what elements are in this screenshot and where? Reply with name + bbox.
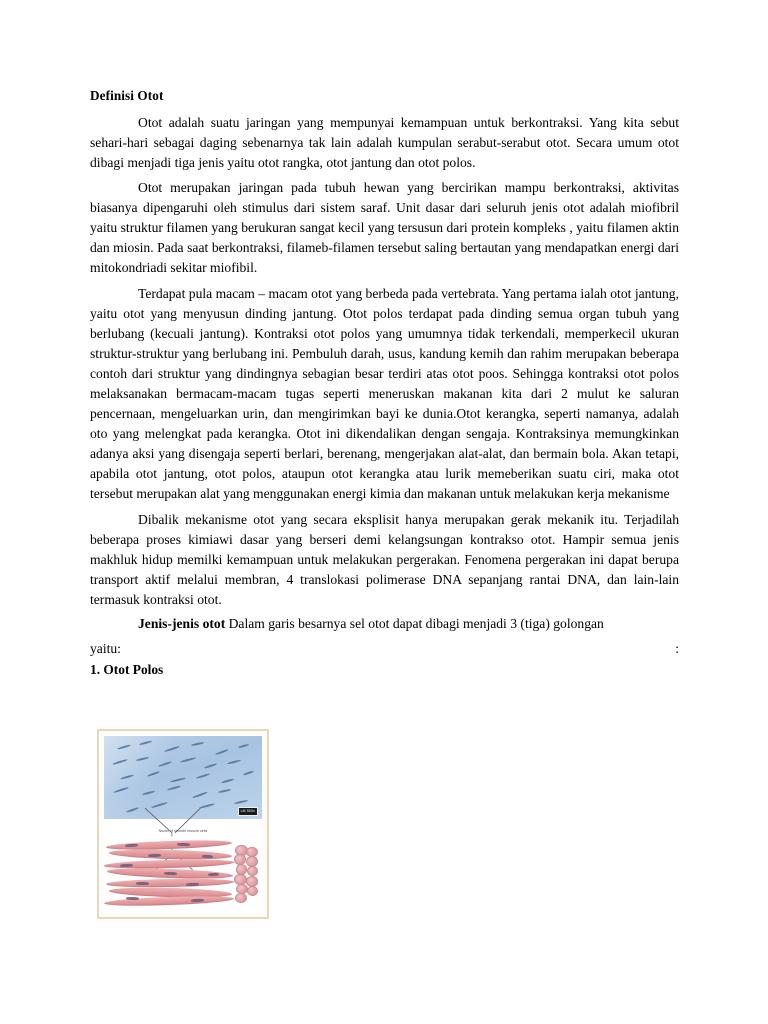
paragraph-jenis-jenis — [90, 614, 679, 634]
jenis-jenis-rest: Dalam garis besarnya sel otot dapat dibagi menjadi 3 (tiga) golongan — [225, 616, 604, 632]
micrograph-panel — [104, 736, 262, 819]
yaitu-text: yaitu: — [90, 641, 121, 657]
figure-caption-label: Nuclei of smooth muscle cells — [158, 829, 208, 834]
page-title: Definisi Otot — [90, 88, 164, 103]
yaitu-line — [90, 639, 679, 659]
jenis-jenis-bold-lead: Jenis-jenis otot — [138, 616, 226, 632]
muscle-illustration — [104, 838, 262, 908]
paragraph-3: Terdapat pula macam – macam otot yang berbeda pada vertebrata. Yang pertama ialah otot jantung, yaitu otot yang menyusun dinding jantung. Otot polos terdapat pada dinding semua organ tubuh yang berlubang (kecuali jantung). Kontraksi otot polos yang umumnya tidak terkendali, memperkecil ukuran struktur-struktur yang berlubang ini. Pembuluh darah, usus, kandung kemih dan rahim merupakan beberapa contoh dari struktur yang dindingnya sebagian besar terdiri atas otot poos. Sehingga kontraksi otot polos melaksanakan bermacam-macam tugas seperti meneruskan makanan kita dari 2 mulut ke saluran pencernaan, mengeluarkan urin, dan mengirimkan bayi ke dunia.Otot kerangka, seperti namanya, adalah oto yang melengkat pada kerangka. Otot ini dikendalikan dengan sengaja. Kontraksinya memungkinkan adanya aksi yang disengaja seperti berlari, berenang, mengerjakan alat-alat, dan bermain bola. Akan tetapi, apabila otot jantung, otot polos, ataupun otot kerangka atau lurik memeberikan suatu ciri, maka otot tersebut merupakan alat yang menggunakan energi kimia dan makanan untuk melakukan kerja mekanisme — [90, 285, 679, 502]
trailing-colon: : — [675, 641, 679, 657]
paragraph-4: Dibalik mekanisme otot yang secara eksplisit hanya merupakan gerak mekanik itu. Terjadilah beberapa proses kimiawi dasar yang berseri demi kelangsungan kontrakso otot. Hampir semua jenis makhluk hidup memilki kemampuan untuk melakukan pergerakan. Fenomena pergerakan ini dapat berupa transport aktif melalui membran, 4 translokasi polimerase DNA sepanjang rantai DNA, dan lain-lain termasuk kontraksi otot. — [90, 511, 679, 607]
paragraph-1: Otot adalah suatu jaringan yang mempunyai kemampuan untuk berkontraksi. Yang kita sebut sehari-hari sebagai daging sebenarnya tak lain adalah kumpulan serabut-serabut otot. Secara umum otot dibagi menjadi tiga jenis yaitu otot rangka, otot jantung dan otot polos. — [90, 114, 679, 170]
micrograph-scalebar: LM 500x — [238, 807, 258, 816]
subheading-otot-polos: 1. Otot Polos — [90, 662, 164, 678]
fiber-cross-section — [234, 844, 262, 903]
smooth-muscle-figure — [97, 729, 269, 919]
figure-inner — [104, 736, 262, 912]
document-body — [90, 86, 679, 679]
paragraph-2: Otot merupakan jaringan pada tubuh hewan yang bercirikan mampu berkontraksi, aktivitas biasanya dipengaruhi oleh stimulus dari sistem saraf. Unit dasar dari seluruh jenis otot adalah miofibril yaitu struktur filamen yang berukuran sangat kecil yang tersusun dari protein kompleks , yaitu filamen aktin dan miosin. Pada saat berkontraksi, filameb-filamen tersebut saling bertautan yang mendapatkan energi dari mitokondriadi sekitar miofibil. — [90, 180, 679, 276]
